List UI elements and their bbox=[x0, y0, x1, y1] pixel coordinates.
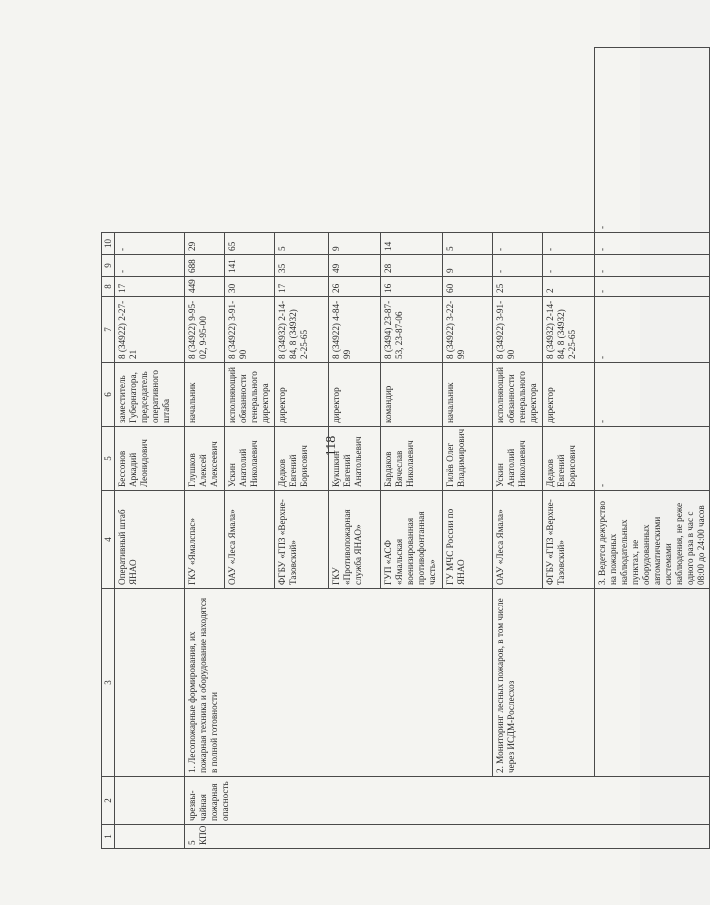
phone-cell: 8 (34922) 9-95-02, 9-95-00 bbox=[185, 297, 225, 363]
value-cell: 5 bbox=[275, 233, 329, 255]
phone-cell: 8 (34922) 3-91-90 bbox=[493, 297, 543, 363]
person-cell: Кукшкин Евгений Анатольевич bbox=[329, 427, 381, 491]
org-cell: - bbox=[595, 427, 710, 491]
phone-cell: - bbox=[595, 277, 710, 297]
position-cell: исполняющий обязанности генерального директора bbox=[493, 363, 543, 427]
value-cell: 30 bbox=[225, 277, 275, 297]
value-cell: - bbox=[493, 233, 543, 255]
header-cell: 10 bbox=[102, 233, 115, 255]
value-cell: 60 bbox=[443, 277, 493, 297]
org-cell: ГКУ «Ямалспас» bbox=[185, 491, 225, 589]
position-cell: директор bbox=[275, 363, 329, 427]
position-cell: исполняющий обязанности генерального директора bbox=[225, 363, 275, 427]
section-code-cell: 5 КПО bbox=[185, 825, 710, 849]
header-cell: 7 bbox=[102, 297, 115, 363]
value-cell: 25 bbox=[493, 277, 543, 297]
page-number: 118 bbox=[324, 435, 339, 457]
position-cell: директор bbox=[329, 363, 381, 427]
position-cell: командир bbox=[381, 363, 443, 427]
value-cell: 16 bbox=[381, 277, 443, 297]
org-cell: ГУ МЧС России по ЯНАО bbox=[443, 491, 493, 589]
phone-cell: 8 (3494) 23-87-53, 23-87-06 bbox=[381, 297, 443, 363]
value-cell: 35 bbox=[275, 255, 329, 277]
value-cell: - bbox=[595, 48, 710, 233]
value-cell: 26 bbox=[329, 277, 381, 297]
org-cell: ГКУ «Противопожарная служба ЯНАО» bbox=[329, 491, 381, 589]
org-cell: ОАУ «Леса Ямала» bbox=[493, 491, 543, 589]
value-cell: - bbox=[543, 255, 595, 277]
header-cell: 8 bbox=[102, 277, 115, 297]
person-cell: Ускин Анатолий Николаевич bbox=[493, 427, 543, 491]
value-cell: 65 bbox=[225, 233, 275, 255]
table-row bbox=[493, 48, 543, 849]
header-cell: 4 bbox=[102, 491, 115, 589]
value-cell: - bbox=[595, 255, 710, 277]
header-cell: 1 bbox=[102, 825, 115, 849]
phone-cell: 8 (34932) 2-14-84, 8 (34932) 2-25-65 bbox=[275, 297, 329, 363]
header-cell: 9 bbox=[102, 255, 115, 277]
phone-cell: 8 (34922) 4-84-99 bbox=[329, 297, 381, 363]
measure-cell: 2. Мониторинг лесных пожаров, в том числе через ИСДМ-Рослесхоз bbox=[493, 589, 595, 777]
person-cell: Бардаков Вячеслав Николаевич bbox=[381, 427, 443, 491]
org-cell: ГУП «АСФ «Ямальская военизированная противофонтанная часть» bbox=[381, 491, 443, 589]
value-cell: - bbox=[543, 233, 595, 255]
org-cell: ОАУ «Леса Ямала» bbox=[225, 491, 275, 589]
measure-cell: 3. Ведется дежурство на пожарных наблюдательных пунктах, не оборудованных автоматическими системами наблюдения, не реже одного раза в час с 08:00 до 24:00 часов bbox=[595, 491, 710, 589]
value-cell: - bbox=[115, 255, 185, 277]
table-row bbox=[115, 48, 185, 849]
value-cell: 28 bbox=[381, 255, 443, 277]
person-cell: Глушков Алексей Алексеевич bbox=[185, 427, 225, 491]
value-cell: - bbox=[493, 255, 543, 277]
phone-cell: 8 (34932) 2-14-84, 8 (34932) 2-25-65 bbox=[543, 297, 595, 363]
value-cell: 29 bbox=[185, 233, 225, 255]
value-cell: 5 bbox=[443, 233, 493, 255]
value-cell: - bbox=[595, 233, 710, 255]
position-cell: заместитель Губернатора, председатель оперативного штаба bbox=[115, 363, 185, 427]
value-cell: 49 bbox=[329, 255, 381, 277]
value-cell: 14 bbox=[381, 233, 443, 255]
header-row bbox=[102, 48, 115, 849]
person-cell: Ускин Анатолий Николаевич bbox=[225, 427, 275, 491]
phone-cell: 8 (34922) 3-22-99 bbox=[443, 297, 493, 363]
table-row bbox=[595, 48, 710, 849]
value-cell: 9 bbox=[443, 255, 493, 277]
person-cell: - bbox=[595, 363, 710, 427]
person-cell: Дедков Евгений Борисович bbox=[543, 427, 595, 491]
value-cell: 688 bbox=[185, 255, 225, 277]
position-cell: начальник bbox=[185, 363, 225, 427]
header-cell: 2 bbox=[102, 777, 115, 825]
value-cell: 2 bbox=[543, 277, 595, 297]
value-cell: 17 bbox=[275, 277, 329, 297]
phone-cell: 8 (34922) 3-91-90 bbox=[225, 297, 275, 363]
value-cell: 449 bbox=[185, 277, 225, 297]
phone-cell: 8 (34922) 2-27-21 bbox=[115, 297, 185, 363]
person-cell: Бессонов Аркадий Леонидович bbox=[115, 427, 185, 491]
position-cell: директор bbox=[543, 363, 595, 427]
header-cell: 6 bbox=[102, 363, 115, 427]
org-cell: ФГБУ «ГПЗ «Верхне-Тазовский» bbox=[275, 491, 329, 589]
table-container bbox=[101, 47, 706, 849]
danger-level-cell: чрезвы-чайная пожарная опасность bbox=[185, 777, 710, 825]
position-cell: - bbox=[595, 297, 710, 363]
position-cell: начальник bbox=[443, 363, 493, 427]
value-cell: 17 bbox=[115, 277, 185, 297]
org-cell: ФГБУ «ГПЗ «Верхне-Тазовский» bbox=[543, 491, 595, 589]
person-cell: Дедков Евгений Борисович bbox=[275, 427, 329, 491]
value-cell: 141 bbox=[225, 255, 275, 277]
person-cell: Гилёв Олег Владимирович bbox=[443, 427, 493, 491]
measure-cell: 1. Лесопожарные формирования, их пожарная техника и оборудование находятся в полной готовности bbox=[185, 589, 493, 777]
value-cell: 9 bbox=[329, 233, 381, 255]
org-cell: Оперативный штаб ЯНАО bbox=[115, 491, 185, 589]
fire-danger-table bbox=[101, 47, 710, 849]
header-cell: 5 bbox=[102, 427, 115, 491]
header-cell: 3 bbox=[102, 589, 115, 777]
value-cell: - bbox=[115, 233, 185, 255]
table-row bbox=[185, 48, 225, 849]
